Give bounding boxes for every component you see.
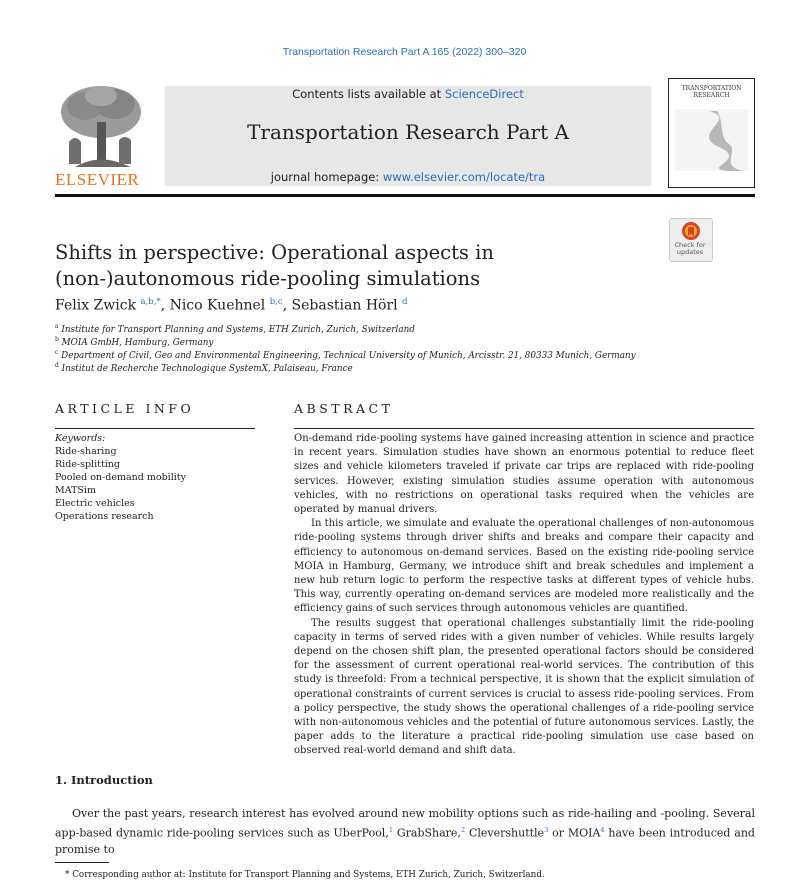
footnote-ref[interactable]: 1: [388, 826, 393, 834]
cover-road-graphic: [669, 99, 754, 179]
homepage-prefix: journal homepage:: [270, 170, 380, 184]
sciencedirect-link[interactable]: ScienceDirect: [444, 87, 524, 101]
article-info-rule: [55, 428, 255, 429]
affiliation-text: MOIA GmbH, Hamburg, Germany: [61, 337, 214, 348]
affiliation: [55, 336, 213, 348]
footnote-text: Corresponding author at: Institute for Transport Planning and Systems, ETH Zurich, Zurich, Switzerland.: [72, 870, 545, 880]
homepage-line: [165, 170, 651, 184]
article-title: Shifts in perspective: Operational aspects in (non-)autonomous ride-pooling simulations: [55, 241, 494, 290]
author-name[interactable]: Felix Zwick: [55, 297, 137, 314]
journal-title[interactable]: Transportation Research Part A: [247, 120, 569, 144]
keyword: Pooled on-demand mobility: [55, 472, 186, 483]
cover-title-line1: TRANSPORTATION: [681, 85, 742, 92]
author-affiliation-marks[interactable]: a,b,*: [140, 297, 161, 307]
introduction-paragraph: [55, 806, 755, 858]
intro-text-segment: Clevershuttle: [465, 826, 545, 840]
footnote-ref[interactable]: 4: [600, 826, 605, 834]
footnote-ref[interactable]: 3: [544, 826, 549, 834]
author-name[interactable]: Sebastian Hörl: [291, 297, 398, 314]
cover-title-line2: RESEARCH: [693, 92, 730, 99]
author-affiliation-marks[interactable]: b,c: [269, 297, 283, 307]
affiliation-mark: c: [55, 349, 59, 356]
article-info-heading: ARTICLE INFO: [55, 401, 195, 416]
keywords-label: Keywords:: [55, 433, 106, 444]
intro-text-segment: have been introduced and promise to: [55, 826, 755, 856]
intro-text-segment: GrabShare,: [392, 826, 461, 840]
abstract-heading: ABSTRACT: [294, 401, 394, 416]
abstract-paragraph: In this article, we simulate and evaluate the operational challenges of non-autonomous ride-pooling systems through driver shifts and breaks and compare their capacity and efficiency to autonomous on-demand services. Based on the existing ride-pooling service MOIA in Hamburg, Germany, we introduce shift and break schedules and implement a new hub return logic to perform the respective tasks at different types of vehicle hubs. This way, currently operating on-demand services are modeled more realistically and the efficiency gains of such services through autonomous vehicles are quantified.: [294, 518, 754, 615]
affiliation-mark: a: [55, 323, 59, 330]
check-for-updates-label: Check for updates: [674, 241, 706, 256]
abstract-paragraph: On-demand ride-pooling systems have gained increasing attention in science and practice in recent years. Simulation studies have shown an enormous potential to reduce fleet sizes and vehicle kilometers traveled if private car trips are replaced with ride-pooling services. However, existing simulation studies assume operation with autonomous vehicles, with no restrictions on operational tasks required when the vehicles are operated by manual drivers.: [294, 433, 754, 516]
cover-title: [669, 85, 754, 99]
keyword: Electric vehicles: [55, 498, 135, 509]
contents-prefix: Contents lists available at: [292, 87, 442, 101]
header-rule: [55, 194, 755, 197]
introduction-heading: 1. Introduction: [55, 773, 153, 787]
keyword: Ride-sharing: [55, 446, 117, 457]
journal-citation[interactable]: Transportation Research Part A 165 (2022) 300–320: [282, 46, 527, 58]
intro-text-segment: or MOIA: [548, 826, 601, 840]
author-name[interactable]: Nico Kuehnel: [169, 297, 266, 314]
homepage-link[interactable]: www.elsevier.com/locate/tra: [382, 170, 546, 184]
footnote-mark: *: [65, 870, 70, 880]
author-list: Felix Zwick $^{a,b,*}$, Nico Kuehnel $^{b,c}$, Sebastian Hörl $^d$: [55, 297, 408, 314]
affiliation-mark: b: [55, 336, 59, 343]
affiliation-mark: d: [55, 362, 59, 369]
keyword: MATSim: [55, 485, 96, 496]
footnote-rule: [55, 862, 109, 863]
abstract-paragraph: The results suggest that operational challenges substantially limit the ride-pooling capacity in terms of served rides with a given number of vehicles. While results largely depend on the chosen shift plan, the presented operational factors should be considered for the assessment of current operational real-world services. The contribution of this study is threefold: From a technical perspective, it is shown that the explicit simulation of operational constraints of current services is crucial to assess ride-pooling services. From a policy perspective, the study shows the operational challenges of a ride-pooling service with non-autonomous vehicles and the potential of future autonomous services. Lastly, the paper adds to the literature a practical ride-pooling simulation use case based on observed real-world demand and shift data.: [294, 617, 754, 757]
corresponding-author-footnote: [65, 870, 545, 880]
footnote-ref[interactable]: 2: [460, 826, 466, 834]
intro-text-segment: Over the past years, research interest has evolved around new mobility options such as ride-hailing and -pooling. Several app-based dynamic ride-pooling services such as UberPool,: [55, 807, 755, 840]
author-affiliation-marks[interactable]: d: [402, 297, 408, 307]
abstract-rule: [294, 428, 754, 429]
affiliation-text: Institute for Transport Planning and Systems, ETH Zurich, Zurich, Switzerland: [61, 324, 415, 335]
keyword: Ride-splitting: [55, 459, 121, 470]
affiliation: [55, 349, 636, 361]
affiliation-text: Institut de Recherche Technologique SystemX, Palaiseau, France: [61, 363, 353, 374]
keyword: Operations research: [55, 511, 154, 522]
keywords-block: [55, 432, 186, 523]
abstract-body: [294, 432, 754, 759]
affiliation-text: Department of Civil, Geo and Environmental Engineering, Technical University of Munich, Arcisstr. 21, 80333 Munich, Germany: [61, 350, 636, 361]
affiliation: [55, 362, 353, 374]
affiliation: [55, 323, 415, 335]
journal-cover[interactable]: [668, 78, 755, 188]
elsevier-wordmark[interactable]: ELSEVIER: [55, 170, 140, 189]
contents-line: [165, 87, 651, 101]
